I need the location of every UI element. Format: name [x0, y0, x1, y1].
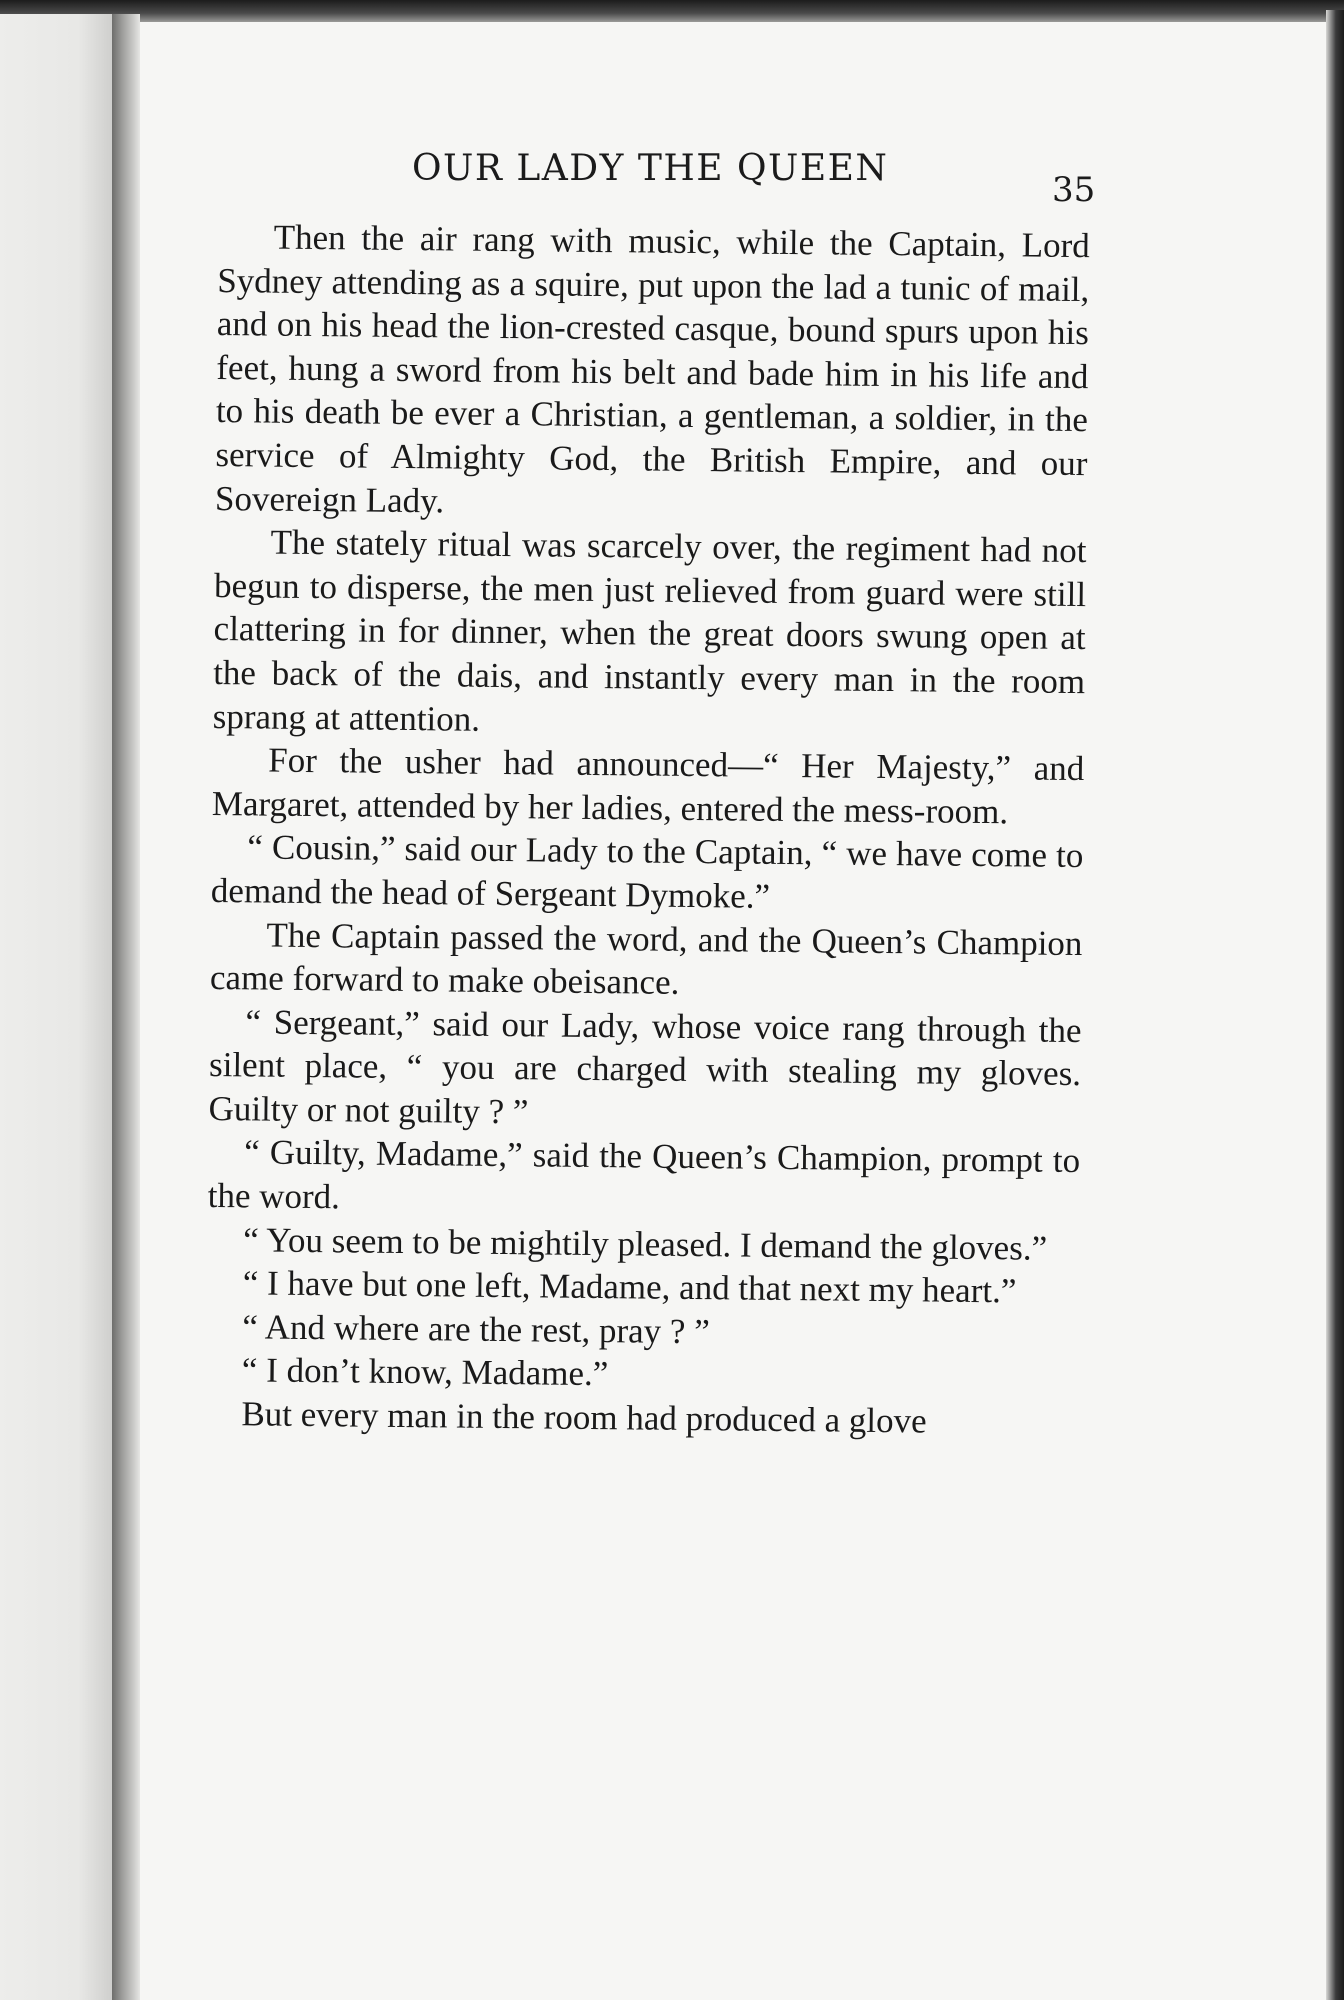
book-gutter — [112, 14, 140, 2000]
paragraph: “ I don’t know, Madame.” — [241, 1350, 609, 1394]
paragraph: “ You seem to be mightily pleased. I demand the gloves.” — [243, 1219, 1048, 1268]
paragraph: “ And where are the rest, pray ? ” — [242, 1307, 710, 1352]
page-number: 35 — [1052, 170, 1096, 210]
paragraph: “ Sergeant,” said our Lady, whose voice rang through the silent place, “ you are charged with stealing my gloves. Guilty or not guilty ? ” — [208, 1002, 1082, 1132]
paragraph: “ I have but one left, Madame, and that next my heart.” — [242, 1263, 1017, 1311]
paragraph: Then the air rang with music, while the Captain, Lord Sydney attending as a squire, put upon the lad a tunic of mail, and on his head the lion-crested casque, bound spurs upon his feet, hung a sword from his belt and bade him in his life and to his death be ever a Christian, a gentleman, a soldier, in the service of Almighty God, the British Empire, and our Sovereign Lady. — [214, 217, 1090, 520]
paragraph: For the usher had announced—“ Her Majesty,” and Margaret, attended by her ladies, entered the mess-room. — [211, 740, 1085, 832]
paragraph: The stately ritual was scarcely over, the regiment had not begun to disperse, the men just relieved from guard were still clattering in for dinner, when the great doors swung open at the back of the dais, and instantly every man in the room sprang at attention. — [212, 522, 1087, 739]
paragraph: “ Guilty, Madame,” said the Queen’s Champion, prompt to the word. — [207, 1132, 1081, 1217]
book-top-edge — [0, 0, 1344, 22]
paragraph: The Captain passed the word, and the Queen’s Champion came forward to make obeisance. — [209, 915, 1083, 1002]
paragraph: But every man in the room had produced a glove — [241, 1394, 927, 1441]
page-body-text — [205, 215, 1090, 1445]
paragraph: “ Cousin,” said our Lady to the Captain, “ we have come to demand the head of Sergeant Dymoke.” — [210, 827, 1084, 916]
book-right-edge — [1326, 10, 1344, 2000]
running-title: OUR LADY THE QUEEN — [412, 148, 889, 189]
left-page-margin — [0, 14, 112, 2000]
